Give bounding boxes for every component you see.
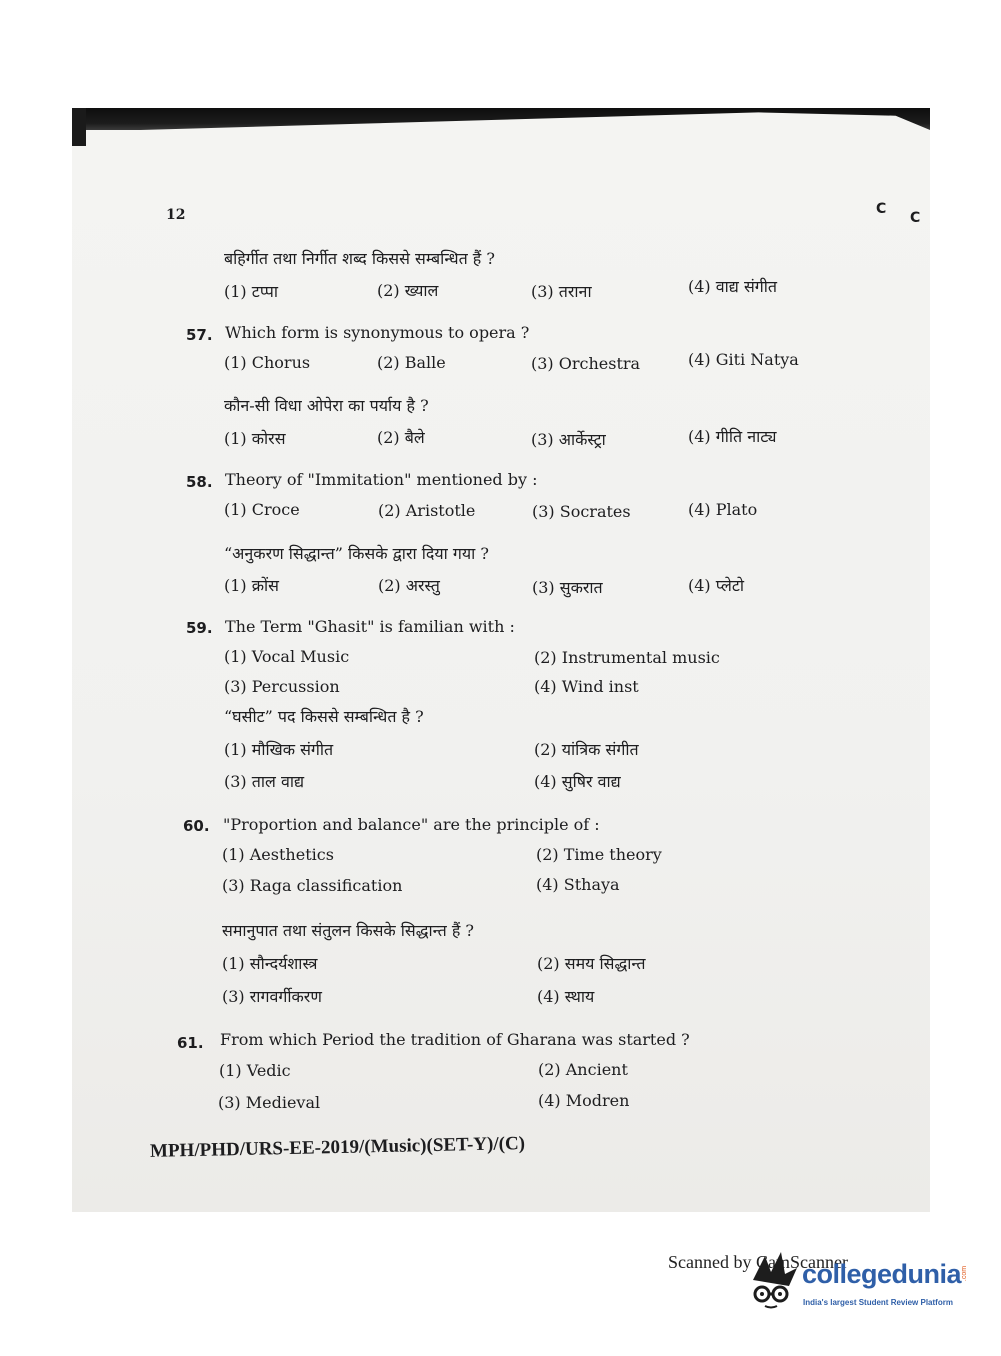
q58-option-4: (4) Plato xyxy=(688,500,758,519)
camscanner-watermark: Scanned by CamScanner xyxy=(668,1252,848,1272)
q59-option-4-hindi: (4) सुषिर वाद्य xyxy=(534,772,621,791)
q61-option-3: (3) Medieval xyxy=(218,1093,321,1112)
q56-question-hindi: बहिर्गीत तथा निर्गीत शब्द किससे सम्बन्धित हैं ? xyxy=(224,249,495,268)
q60-option-3: (3) Raga classification xyxy=(222,876,403,895)
q60-option-2-hindi: (2) समय सिद्धान्त xyxy=(537,954,646,973)
q59-option-2: (2) Instrumental music xyxy=(534,648,720,667)
paper-code-footer: MPH/PHD/URS-EE-2019/(Music)(SET-Y)/(C) xyxy=(149,1133,526,1162)
q57-option-4-hindi: (4) गीति नाट्य xyxy=(688,427,777,446)
q56-option-4-hindi: (4) वाद्य संगीत xyxy=(688,277,778,296)
q58-option-3: (3) Socrates xyxy=(532,502,631,521)
q59-question: The Term "Ghasit" is familian with : xyxy=(225,617,515,636)
collegedunia-tagline: India's largest Student Review Platform xyxy=(803,1298,953,1307)
q57-option-1: (1) Chorus xyxy=(224,353,311,372)
q61-number: 61. xyxy=(177,1034,204,1052)
q56-option-2-hindi: (2) ख्याल xyxy=(377,281,439,300)
q58-option-1: (1) Croce xyxy=(224,500,300,519)
q57-question: Which form is synonymous to opera ? xyxy=(225,323,530,342)
q57-option-2: (2) Balle xyxy=(377,353,446,372)
q57-option-3-hindi: (3) आर्केस्ट्रा xyxy=(531,430,606,449)
q57-question-hindi: कौन-सी विधा ओपेरा का पर्याय है ? xyxy=(224,396,429,415)
q60-question-hindi: समानुपात तथा संतुलन किसके सिद्धान्त हैं ? xyxy=(222,921,474,940)
q61-option-4: (4) Modren xyxy=(538,1091,630,1110)
q59-option-1: (1) Vocal Music xyxy=(224,647,350,666)
q58-question-hindi: “अनुकरण सिद्धान्त” किसके द्वारा दिया गया ? xyxy=(224,544,489,563)
student-face-logo xyxy=(745,1250,801,1310)
q56-option-3-hindi: (3) तराना xyxy=(531,282,592,301)
q57-option-2-hindi: (2) बैले xyxy=(377,428,425,447)
q60-option-4: (4) Sthaya xyxy=(536,875,620,894)
q58-option-4-hindi: (4) प्लेटो xyxy=(688,576,745,595)
scan-shadow-edge xyxy=(72,108,86,146)
q58-number: 58. xyxy=(186,473,213,491)
q60-option-1: (1) Aesthetics xyxy=(222,845,334,864)
q60-option-3-hindi: (3) रागवर्गीकरण xyxy=(222,987,322,1006)
q59-question-hindi: “घसीट” पद किससे सम्बन्धित है ? xyxy=(224,707,424,726)
q60-number: 60. xyxy=(183,817,210,835)
page-number: 12 xyxy=(166,207,186,223)
q61-option-1: (1) Vedic xyxy=(219,1061,291,1080)
q59-option-3-hindi: (3) ताल वाद्य xyxy=(224,772,305,791)
q59-option-4: (4) Wind inst xyxy=(534,677,639,696)
q56-option-1-hindi: (1) टप्पा xyxy=(224,282,278,301)
q58-question: Theory of "Immitation" mentioned by : xyxy=(225,470,538,489)
q58-option-2-hindi: (2) अरस्तु xyxy=(378,576,440,595)
corner-code-left: C xyxy=(876,201,887,217)
q61-option-2: (2) Ancient xyxy=(538,1060,628,1079)
q57-option-4: (4) Giti Natya xyxy=(688,350,799,369)
collegedunia-brand: collegedunia xyxy=(802,1259,962,1289)
q59-option-2-hindi: (2) यांत्रिक संगीत xyxy=(534,740,639,759)
q58-option-1-hindi: (1) क्रोंस xyxy=(224,576,279,595)
corner-code-right: C xyxy=(910,210,921,226)
q57-option-1-hindi: (1) कोरस xyxy=(224,429,286,448)
q59-option-1-hindi: (1) मौखिक संगीत xyxy=(224,740,334,759)
q58-option-2: (2) Aristotle xyxy=(378,501,476,520)
q60-question: "Proportion and balance" are the principle of : xyxy=(223,815,600,834)
q59-option-3: (3) Percussion xyxy=(224,677,340,696)
q61-question: From which Period the tradition of Gharana was started ? xyxy=(220,1030,690,1049)
q60-option-1-hindi: (1) सौन्दर्यशास्त्र xyxy=(222,954,318,973)
q57-number: 57. xyxy=(186,326,213,344)
q57-option-3: (3) Orchestra xyxy=(531,354,641,373)
q60-option-4-hindi: (4) स्थाय xyxy=(537,987,595,1006)
q59-number: 59. xyxy=(186,619,213,637)
collegedunia-suffix: .com xyxy=(961,1265,969,1282)
q60-option-2: (2) Time theory xyxy=(536,845,662,864)
q58-option-3-hindi: (3) सुकरात xyxy=(532,578,603,597)
